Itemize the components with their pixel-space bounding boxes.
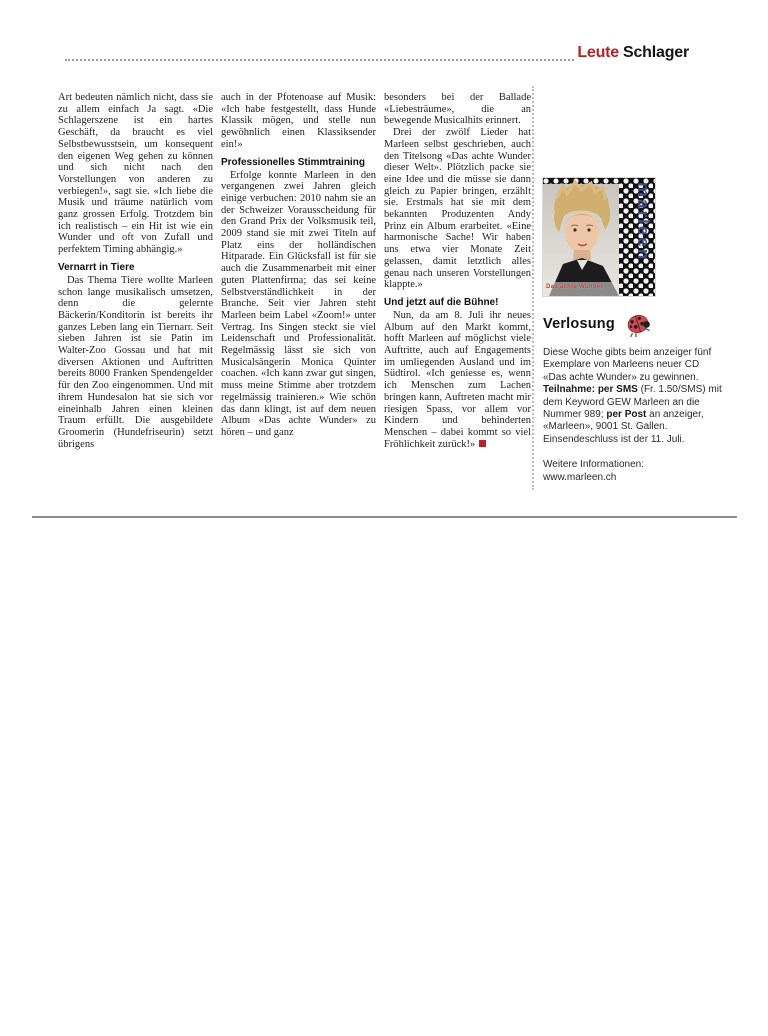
promo-seg: an anzeiger, «Marleen», 9001 St. Gallen. Einsendeschluss ist der 11. Juli. [543,409,704,445]
article-end-mark [479,440,486,447]
info-url: www.marleen.ch [543,471,617,483]
paragraph-text: Nun, da am 8. Juli ihr neues Album auf den Markt kommt, hofft Marleen auf möglichst viele Auftritte, auch auf Engagements im umliegenden Ausland und im Südtirol. «Ich geniesse es, wenn ich Menschen zum Lachen bringen kann, Auftreten macht mir riesigen Spass, vor allem vor Kindern und behinderten Menschen – dabei kommt so viel Fröhlichkeit zurück!» [384,309,531,450]
paragraph [384,310,531,450]
cd-cover-image [543,178,655,296]
ladybug-icon [624,311,652,337]
subheading-vernarrt-in-tiere: Vernarrt in Tiere [58,261,135,273]
subheading-buehne: Und jetzt auf die Bühne! [384,296,499,308]
topic-label: Schlager [623,44,689,61]
article-column-2 [221,92,376,450]
verlosung-heading: Verlosung [543,316,615,332]
paragraph: Erfolge konnte Marleen in den vergangenen zwei Jahren gleich einige verbuchen: 2010 nahm sie an der Schweizer Vorausscheidung für den Grand Prix der Volksmusik teil, 2009 stand sie mit zwei Titeln auf Platz eins der holländischen Hitparade. Ein Glücksfall ist für sie auch die Zusammenarbeit mit einer guten Plattenfirma; das sei keine Selbstverständlichkeit in der Branche. Seit vier Jahren steht Marleen beim Label «Zoom!» unter Vertrag. Ins Singen steckt sie viel Leidenschaft und Professionalität. Regelmässig lässt sie sich von Musicalsängerin Monica Quinter coachen. «Ich kann zwar gut singen, muss meine Stimme aber trotzdem regelmässig trainieren.» Wie schön das dann klingt, ist auf dem neuen Album «Das achte Wunder» zu hören – und ganz [221,169,376,438]
page-title [577,45,689,61]
promo-seg: Diese Woche gibts beim anzeiger fünf Exemplare von Marleens neuer CD «Das achte Wunder» zu gewinnen. [543,347,712,383]
article-column-1 [58,92,213,450]
section-label: Leute [577,44,619,61]
paragraph: auch in der Pfotenoase auf Musik: «Ich habe festgestellt, dass Hunde Klassik mögen, und stelle nun gewöhnlich einen Klassiksender ein!» [221,92,376,150]
paragraph: Art bedeuten nämlich nicht, dass sie zu allem einfach Ja sagt. «Die Schlagerszene ist ein hartes Geschäft, da braucht es viel Selbstbewusstsein, um konsequent den eigenen Weg gehen zu können und sich nicht nach den Vorstellungen von anderen zu verbiegen!», sagt sie. «Ich liebe die Musik und träume natürlich vom ganz grossen Erfolg. Trotzdem bin ich realistisch – ein Hit ist wie ein Wunder und oft von Zufall und perfektem Timing abhängig.» [58,92,213,256]
paragraph: Drei der zwölf Lieder hat Marleen selbst geschrieben, auch den Titelsong «Das achte Wunder dieser Welt». Plötzlich packe sie eine Idee und die müsse sie dann gleich zu Papier bringen, erzählt sie. Erstmals hat sie mit dem bekannten Produzenten Andy Prinz ein Album erarbeitet. «Eine harmonische Sache! Wir haben uns etwa vier Monate Zeit gelassen, damit letztlich alles genau nach unseren Vorstellungen klappte.» [384,127,531,291]
cover-artist-name: marleen [634,182,653,262]
promo-seg: (Fr. 1.50/SMS) mit dem Keyword GEW Marleen an die Nummer 989; [543,384,722,421]
dotted-leader [65,44,574,61]
article-column-3 [384,92,531,450]
subheading-stimmtraining: Professionelles Stimmtraining [221,156,365,168]
promo-sms-bold: Teilnahme: per SMS [543,384,638,396]
info-label: Weitere Informationen: [543,459,644,471]
section-divider-rule [32,516,737,518]
article-body [58,92,531,450]
sidebar-verlosung [543,178,723,494]
promo-post-bold: per Post [606,409,647,421]
paragraph: besonders bei der Ballade «Liebesträume», die an bewegende Musicalhits erinnert. [384,92,531,127]
verlosung-heading-row [543,310,723,338]
masthead [65,44,689,61]
column-separator [532,86,534,490]
paragraph: Das Thema Tiere wollte Marleen schon lange musikalisch umsetzen, denn die gelernte Bäckerin/Konditorin ist bereits ihr ganzes Leben lang ein Tiernarr. Seit sieben Jahren ist sie Patin im Walter-Zoo Gossau und hat mit diversen Aktionen und Auftritten bereits 8000 Franken Spendengelder für den Zoo eingenommen. Und mit ihrem Hundesalon hat sie sich vor eineinhalb Jahren einen kleinen Traum erfüllt. Die ausgebildete Groomerin (Hundefriseurin) setzt übrigens [58,274,213,450]
cover-album-title: Das achte Wunder [546,284,604,290]
verlosung-promo-text [543,347,723,446]
further-info [543,459,723,484]
